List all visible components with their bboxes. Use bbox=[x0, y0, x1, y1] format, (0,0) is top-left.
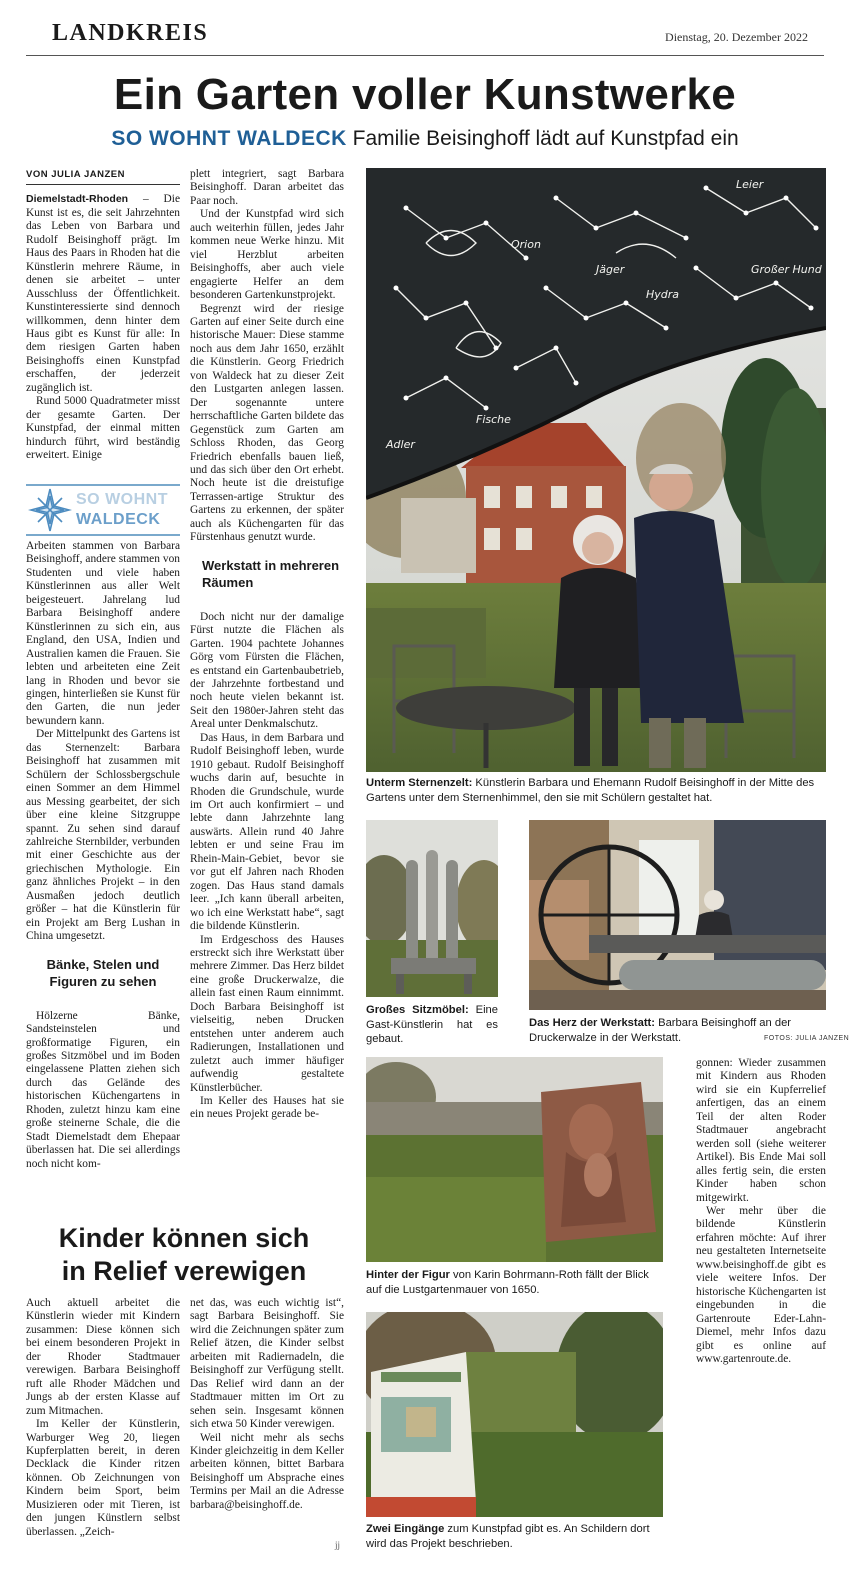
photo-sandstone-figure bbox=[366, 1057, 663, 1262]
compass-star-icon bbox=[28, 486, 72, 534]
photo-seat bbox=[366, 820, 498, 997]
caption-main-photo: Unterm Sternenzelt: Künstlerin Barbara und Ehemann Rudolf Beisinghoff in der Mitte des Gartens unter dem Sternenhimmel, den sie mit Schülern gestaltet hat. bbox=[366, 777, 815, 804]
paragraph: Doch nicht nur der damalige Fürst nutzte die Flächen als Garten. 1904 pachtete Johannes Görg vom Fürsten die Flächen, es entstand ein Gartenbaubetrieb, der Jahrzehnte fortbestand und noch heute vielen bekannt ist. Seit den 1980er-Jahren steht das Areal unter Denkmalschutz. bbox=[190, 610, 344, 731]
article-2-column-2 bbox=[190, 1297, 344, 1512]
section-title: LANDKREIS bbox=[52, 20, 209, 46]
sky-label: Hydra bbox=[646, 288, 680, 301]
series-logo bbox=[26, 484, 180, 536]
subhead: Werkstatt in mehreren Räumen bbox=[202, 557, 340, 590]
photo-entrance bbox=[366, 1312, 663, 1517]
sky-label: Jäger bbox=[596, 263, 625, 276]
article-2-headline: Kinder können sich in Relief verewigen bbox=[58, 1223, 310, 1286]
paragraph: Hölzerne Bänke, Sandsteinstelen und großformatige Figuren, ein großes Sitzmöbel und im Boden eingelassene Platten ziehen sich durch das Gelände des historischen Küchengartens in Rhoden, zuletzt hinzu kam eine große steinerne Schale, die die Stadt Diemelstadt dem Ehepaar überlassen hat. Die sei allerdings noch nicht kom- bbox=[26, 1009, 180, 1170]
paragraph: plett integriert, sagt Barbara Beisinghoff. Daran arbeitet das Paar noch. bbox=[190, 168, 344, 207]
paragraph: Das Haus, in dem Barbara und Rudolf Beisinghoff leben, wurde 1910 gebaut. Rudolf Beisinghoff wuchs darin auf, besuchte in Rhoden die Grundschule, wurde im Ort auch konfirmiert – und lebte dann Jahrzehnte lang auswärts. Allein rund 40 Jahre lebten er und seine Frau im Rhein-Main-Gebiet, bevor sie vor gut elf Jahren nach Rhoden zogen. Das Haus stand damals leer. „Ich kann überall arbeiten, wo ich eine Werkstatt habe“, sagt die bildende Künstlerin. bbox=[190, 731, 344, 933]
sky-label: Adler bbox=[386, 438, 415, 451]
caption-entrance: Zwei Eingänge zum Kunstpfad gibt es. An Schildern dort wird das Projekt beschrieben. bbox=[366, 1523, 650, 1550]
photo-workshop bbox=[529, 820, 826, 1010]
subtitle: Familie Beisinghoff lädt auf Kunstpfad ein bbox=[352, 127, 739, 150]
photo-star-tent-couple bbox=[366, 168, 826, 772]
sky-label: Leier bbox=[736, 178, 764, 191]
article-column-2 bbox=[190, 168, 344, 1122]
kicker: SO WOHNT WALDECK bbox=[111, 127, 347, 150]
photo-entrance-sign bbox=[366, 1312, 663, 1517]
paragraph: Begrenzt wird der riesige Garten auf einer Seite durch eine historische Mauer: Diese stamme noch aus dem Jahr 1650, erzählt die Künstlerin. Georg Friedrich von Waldeck hat zu dieser Zeit den Lustgarten anlegen lassen. Der sogenannte untere herrschaftliche Garten bildete das Gegenstück zum Garten am Schloss Rhoden, das Georg Friedrich ebenfalls bauen ließ, und das sich über den Ort erhebt. Noch heute ist die dreistufige Terrassen-artige Struktur des Gartens zu erkennen, der später auch als Küchengarten für das Fürstenhaus genutzt wurde. bbox=[190, 302, 344, 544]
logo-line-1: SO WOHNT bbox=[76, 491, 168, 508]
photo-figure bbox=[366, 1057, 663, 1262]
main-photo bbox=[366, 168, 826, 772]
caption-workshop: Das Herz der Werkstatt: Barbara Beisinghoff an der Druckerwalze in der Werkstatt. bbox=[529, 1017, 792, 1044]
paragraph: Rund 5000 Quadratmeter misst der gesamte Garten. Der Kunstpfad, der einmal mitten hindurch führt, wird beständig erweitert. Einige bbox=[26, 395, 180, 462]
logo-line-2: WALDECK bbox=[76, 511, 161, 528]
article-column-5 bbox=[696, 1057, 826, 1366]
sky-label: Großer Hund bbox=[751, 263, 822, 276]
paragraph: Im Erdgeschoss des Hauses erstreckt sich ihre Werkstatt über mehrere Zimmer. Das Herz bildet eine große Druckerwalze, die allein fast einen Raum einnimmt. Doch Barbara Beisinghoff ist vielseitig, neben Drucken entstehen unter anderem auch Radierungen, Installationen und zuletzt auch immer häufiger aufwendig gestaltete Künstlerbücher. bbox=[190, 933, 344, 1094]
paragraph: Wer mehr über die bildende Künstlerin erfahren möchte: Auf ihrer neu gestalteten Internetseite www.beisinghoff.de gibt es viele weitere Infos. Der historische Küchengarten ist eingebunden in die Gartenroute Eder-Lahn-Diemel, mehr Infos dazu gibt es online auf www.gartenroute.de. bbox=[696, 1204, 826, 1365]
sky-label: Fische bbox=[476, 413, 511, 426]
article-column-1-continued bbox=[26, 540, 180, 1171]
subhead: Bänke, Stelen und Figuren zu sehen bbox=[46, 956, 160, 989]
photo-large-seat-sculpture bbox=[366, 820, 498, 997]
byline: VON JULIA JANZEN bbox=[26, 168, 180, 185]
paragraph: net das, was euch wichtig ist“, sagt Barbara Beisinghoff. Sie wird die Zeichnungen später zum Relief ätzen, die Kinder selbst arbeiten mit Radiernadeln, die Beisinghoff zur Verfügung stellt. Das Relief wird dann an der Stadtmauer mitten im Ort zu sehen sein. Insgesamt können sich etwa 50 Kinder verewigen. bbox=[190, 1297, 344, 1431]
paragraph: Arbeiten stammen von Barbara Beisinghoff, andere stammen von Studenten und viele haben Künstlerinnen aus aller Welt beigesteuert. Jahrelang lud Barbara Beisinghoff andere Künstlerinnen zu sich ein, aus England, den USA, Indien und Australien kamen die Frauen. Sie lebten und arbeiteten eine Zeit lang in Rhoden und bevor sie gingen, hinterließen sie Kunst für den Garten, die nun jeder bewundern kann. bbox=[26, 540, 180, 727]
paragraph: Der Mittelpunkt des Gartens ist das Sternenzelt: Barbara Beisinghoff hat zusammen mit Schülern der Schlossbergschule einen Sommer an dem Himmel aus Messing gearbeitet, der sich über eine kleine Sitzgruppe spannt. Zu sehen sind darauf zahlreiche Sternbilder, verbunden mit einer Geschichte aus der griechischen Mythologie. Ein ganz ähnliches Projekt – in den Ausmaßen jedoch deutlich größer – hat die Künstlerin für ein Projekt am Berg Lushan in China umgesetzt. bbox=[26, 728, 180, 943]
subheadline bbox=[0, 127, 850, 151]
photo-credit: FOTOS: JULIA JANZEN bbox=[764, 1035, 850, 1042]
dateline: Diemelstadt-Rhoden bbox=[26, 193, 129, 206]
article-column-1 bbox=[26, 168, 180, 463]
caption-figure: Hinter der Figur von Karin Bohrmann-Roth fällt der Blick auf die Lustgartenmauer von 1650. bbox=[366, 1269, 649, 1296]
caption-seat: Großes Sitzmöbel: Eine Gast-Künstlerin hat es gebaut. bbox=[366, 1004, 498, 1045]
article-2-column-1 bbox=[26, 1297, 180, 1539]
paragraph: Und der Kunstpfad wird sich auch weiterhin füllen, jedes Jahr kommen neue Werke hinzu. Mit viel Herzblut arbeiten Beisinghoffs, aber auch viele engagierte Helfer an dem besonderen Gartenkunstprojekt. bbox=[190, 208, 344, 302]
photo-printing-press bbox=[529, 820, 826, 1010]
paragraph: gonnen: Wieder zusammen mit Kindern aus Rhoden wird sie ein Kupferrelief anfertigen, das an einem Teil der alten Roder Stadtmauer angebracht werden soll (siehe weiterer Artikel). Bis Ende Mai soll alles fertig sein, die ersten Kinder haben schon mitgewirkt. bbox=[696, 1057, 826, 1204]
paragraph: Weil nicht mehr als sechs Kinder gleichzeitig in dem Keller arbeiten können, bittet Barbara Beisinghoff um Absprache eines Termins per Mail an die Adresse barbara@beisinghoff.de. bbox=[190, 1431, 344, 1511]
paragraph: Im Keller des Hauses hat sie ein neues Projekt gerade be- bbox=[190, 1095, 344, 1121]
paragraph: Diemelstadt-Rhoden – Die Kunst ist es, die seit Jahrzehnten das Leben von Barbara und Rudolf Beisinghoff prägt. Im Haus des Paars in Rhoden hat die Künstlerin mehrere Räume, in denen sie arbeitet – unter Ausschluss der Öffentlichkeit. Kunstinteressierte sind dennoch willkommen, denn hinter dem Haus gibt es Kunst für alle: In dem riesigen Garten haben Beisinghoffs einen Kunstpfad erschaffen, der jederzeit zugänglich ist. bbox=[26, 193, 180, 394]
header-rule bbox=[26, 55, 824, 56]
paragraph: Im Keller der Künstlerin, Warburger Weg 20, liegen Kupferplatten bereit, in deren Decklack die Kinder ritzen können. Ob Zeichnungen von Kindern beim Sport, beim Musizieren oder mit Tieren, ist den jungen Künstlern selbst überlassen. „Zeich- bbox=[26, 1418, 180, 1538]
headline: Ein Garten voller Kunstwerke bbox=[113, 70, 737, 119]
paragraph: Auch aktuell arbeitet die Künstlerin wieder mit Kindern zusammen: Diese können sich bei einem besonderen Projekt in der Rhoder Stadtmauer verewigen. Barbara Beisinghoff ruft alle Rhoder Mädchen und Jungs ab der ersten Klasse auf zum Mitmachen. bbox=[26, 1297, 180, 1417]
sky-label: Orion bbox=[511, 238, 541, 251]
issue-date: Dienstag, 20. Dezember 2022 bbox=[665, 30, 808, 44]
author-signature: jj bbox=[335, 1540, 341, 1550]
